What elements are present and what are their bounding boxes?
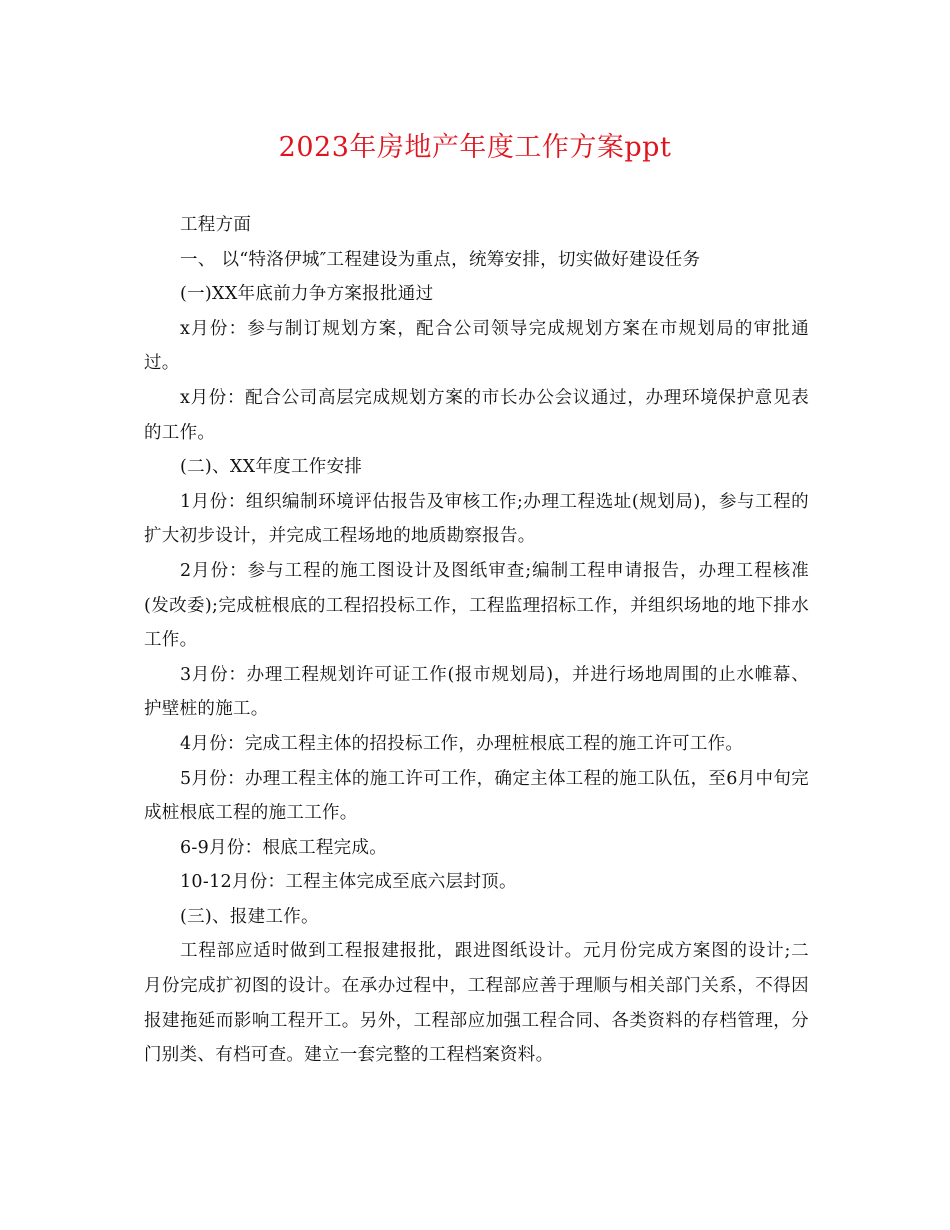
paragraph-february: 2月份：参与工程的施工图设计及图纸审查;编制工程申请报告，办理工程核准(发改委);完成桩根底的工程招投标工作，工程监理招标工作，并组织场地的地下排水工作。: [144, 560, 809, 651]
paragraph-subheading-3: (三)、报建工作。: [180, 906, 319, 927]
paragraph-section-heading: 工程方面: [180, 215, 252, 235]
document-body: [144, 208, 809, 1073]
document-title: 2023年房地产年度工作方案ppt: [278, 132, 672, 163]
paragraph-april: 4月份：完成工程主体的招投标工作，办理桩根底工程的施工许可工作。: [180, 733, 744, 754]
paragraph-approval-work: 工程部应适时做到工程报建报批，跟进图纸设计。元月份完成方案图的设计;二月份完成扩初图的设计。在承办过程中，工程部应善于理顺与相关部门关系，不得因报建拖延而影响工程开工。另外，工程部应加强工程合同、各类资料的存档管理，分门别类、有档可查。建立一套完整的工程档案资料。: [144, 941, 809, 1066]
paragraph-january: 1月份：组织编制环境评估报告及审核工作;办理工程选址(规划局)，参与工程的扩大初步设计，并完成工程场地的地质勘察报告。: [144, 491, 809, 547]
paragraph-march: 3月份：办理工程规划许可证工作(报市规划局)，并进行场地周围的止水帷幕、护壁桩的施工。: [144, 664, 809, 720]
paragraph-may: 5月份：办理工程主体的施工许可工作，确定主体工程的施工队伍，至6月中旬完成桩根底工程的施工工作。: [144, 768, 809, 824]
paragraph-june-september: 6-9月份：根底工程完成。: [180, 837, 388, 858]
paragraph-item-1: 一、 以“特洛伊城″工程建设为重点，统筹安排，切实做好建设任务: [180, 249, 701, 270]
paragraph-subheading-2: (二)、XX年度工作安排: [180, 457, 363, 478]
paragraph-october-december: 10-12月份：工程主体完成至底六层封顶。: [180, 872, 517, 893]
paragraph-subheading-1: (一)XX年底前力争方案报批通过: [180, 284, 434, 305]
paragraph-month-x-2: x月份：配合公司高层完成规划方案的市长办公会议通过，办理环境保护意见表的工作。: [144, 387, 809, 443]
paragraph-month-x-1: x月份：参与制订规划方案，配合公司领导完成规划方案在市规划局的审批通过。: [144, 318, 809, 374]
